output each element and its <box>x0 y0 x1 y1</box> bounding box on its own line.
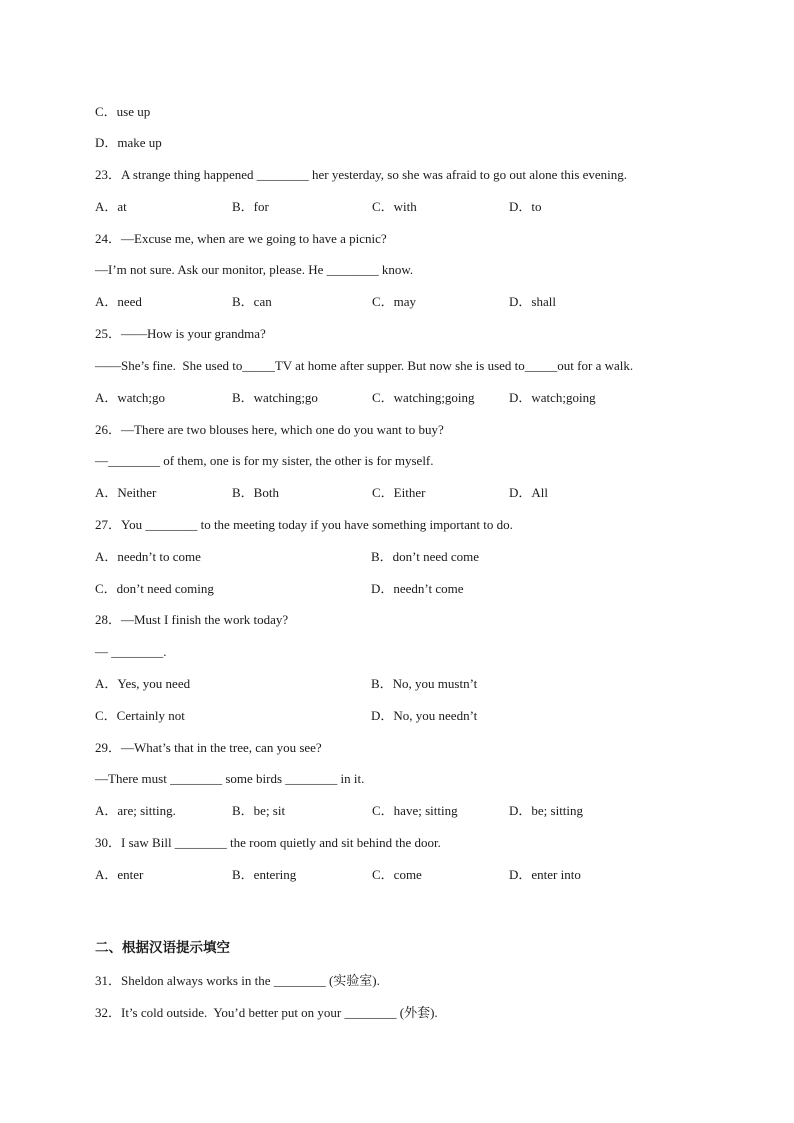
q24-option-c: C．may <box>372 294 417 309</box>
q27-option-a: A．needn’t to come <box>95 549 201 564</box>
q29-option-a: A．are; sitting. <box>95 803 176 818</box>
q22-option-d: D．make up <box>95 135 162 150</box>
q29-dialogue-line: —There must ________ some birds ________ in it. <box>95 771 365 786</box>
q27-stem: 27．You ________ to the meeting today if you have something important to do. <box>95 517 513 532</box>
q29-option-d: D．be; sitting <box>509 803 584 818</box>
q25-option-d: D．watch;going <box>509 390 596 405</box>
q23-option-d: D．to <box>509 199 542 214</box>
q32-stem: 32．It’s cold outside. You’d better put on your ________ (外套). <box>95 1005 438 1020</box>
q25-dialogue-line: ——She’s fine. She used to_____TV at home after supper. But now she is used to_____out for a walk. <box>95 358 634 373</box>
q29-stem: 29．—What’s that in the tree, can you see? <box>95 740 322 755</box>
q28-option-d: D．No, you needn’t <box>371 708 478 723</box>
q24-option-a: A．need <box>95 294 142 309</box>
q26-option-b: B．Both <box>232 485 279 500</box>
q30-stem: 30．I saw Bill ________ the room quietly and sit behind the door. <box>95 835 441 850</box>
q27-option-c: C．don’t need coming <box>95 581 214 596</box>
q25-option-a: A．watch;go <box>95 390 166 405</box>
q25-stem: 25．——How is your grandma? <box>95 326 266 341</box>
q23-option-a: A．at <box>95 199 127 214</box>
q28-option-c: C．Certainly not <box>95 708 185 723</box>
section-2-title: 二、根据汉语提示填空 <box>95 940 230 956</box>
q28-stem: 28．—Must I finish the work today? <box>95 612 289 627</box>
q26-dialogue-line: —________ of them, one is for my sister, the other is for myself. <box>95 453 434 468</box>
q28-dialogue-line: — ________. <box>95 644 167 659</box>
q23-option-c: C．with <box>372 199 417 214</box>
q30-option-b: B．entering <box>232 867 297 882</box>
q25-option-c: C．watching;going <box>372 390 475 405</box>
q26-option-c: C．Either <box>372 485 426 500</box>
q30-option-a: A．enter <box>95 867 144 882</box>
q31-stem: 31．Sheldon always works in the ________ (实验室). <box>95 973 380 988</box>
q26-stem: 26．—There are two blouses here, which one do you want to buy? <box>95 422 444 437</box>
q24-dialogue-line: —I’m not sure. Ask our monitor, please. He ________ know. <box>95 262 414 277</box>
q27-option-b: B．don’t need come <box>371 549 480 564</box>
q28-option-b: B．No, you mustn’t <box>371 676 478 691</box>
q26-option-a: A．Neither <box>95 485 157 500</box>
q22-option-c: C．use up <box>95 104 151 119</box>
q29-option-b: B．be; sit <box>232 803 286 818</box>
q26-option-d: D．All <box>509 485 549 500</box>
q23-option-b: B．for <box>232 199 269 214</box>
q24-option-b: B．can <box>232 294 272 309</box>
q29-option-c: C．have; sitting <box>372 803 458 818</box>
q24-stem: 24．—Excuse me, when are we going to have a picnic? <box>95 231 387 246</box>
q23-stem: 23．A strange thing happened ________ her yesterday, so she was afraid to go out alone this evening. <box>95 167 628 182</box>
q28-option-a: A．Yes, you need <box>95 676 191 691</box>
q25-option-b: B．watching;go <box>232 390 318 405</box>
q27-option-d: D．needn’t come <box>371 581 464 596</box>
q30-option-d: D．enter into <box>509 867 581 882</box>
q30-option-c: C．come <box>372 867 422 882</box>
q24-option-d: D．shall <box>509 294 556 309</box>
